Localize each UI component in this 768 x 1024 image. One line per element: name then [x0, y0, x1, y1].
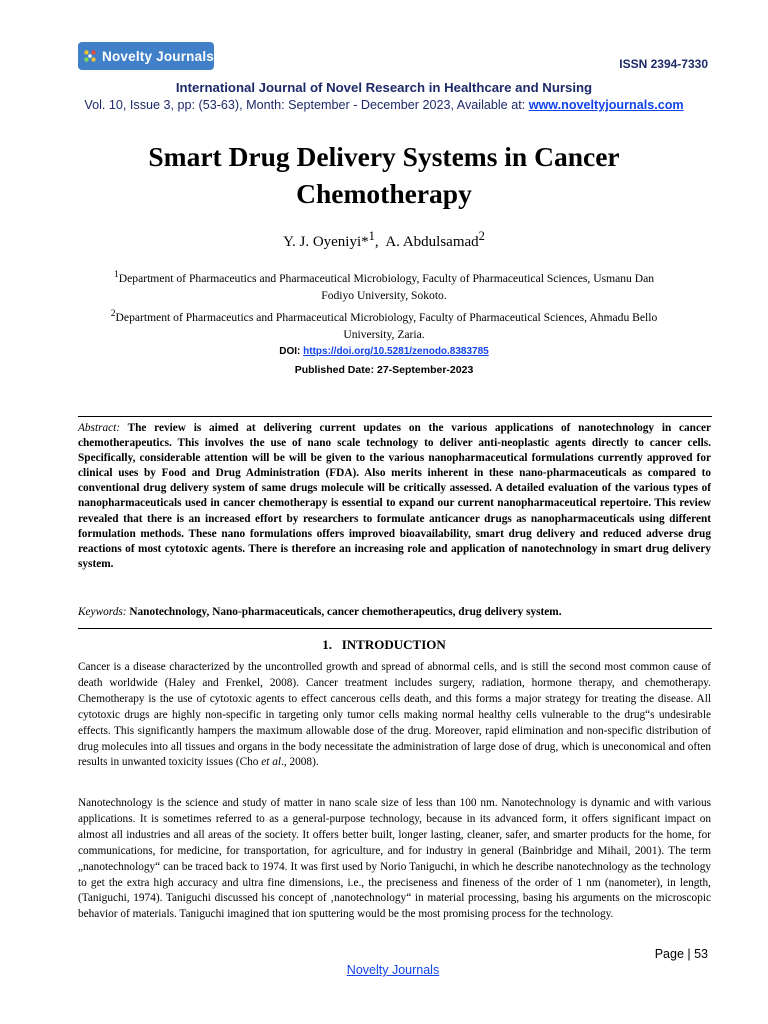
affiliation-1-sup: 1 [113, 269, 119, 280]
abstract [78, 421, 711, 572]
abstract-top-rule [78, 416, 712, 417]
author-1: Y. J. Oyeniyi* [283, 234, 369, 250]
keywords [78, 606, 711, 618]
issn: ISSN 2394-7330 [619, 57, 708, 71]
intro-p1-end: ., 2008). [281, 756, 319, 769]
journal-name: International Journal of Novel Research in Healthcare and Nursing [175, 80, 593, 95]
article-title: Smart Drug Delivery Systems in Cancer Chemotherapy [148, 141, 620, 209]
keywords-bottom-rule [78, 628, 712, 629]
intro-paragraph-1 [78, 660, 711, 771]
intro-paragraph-2: Nanotechnology is the science and study of matter in nano scale size of less than 100 nm. Nanotechnology is dynamic and with various applications. It is sometimes referred to as a general-purpose technology, because in its advanced form, it offers significant impact on almost all industries and all areas of the society. It offers better built, longer lasting, cleaner, safer, and smarter products for the home, for communications, for medicine, for transportation, for agriculture, and for industry in general (Bainbridge and Mihail, 2001). The term „nanotechnology“ can be traced back to 1974. It was first used by Norio Taniguchi, in which he describe nanotechnology as the technology to get the extra high accuracy and ultra fine dimensions, i.e., the preciseness and fineness of the order of 1 nm (nanometer), in length, (Taniguchi, 1974). Taniguchi discussed his concept of ‚nanotechnology“ in material processing, basing his arguments on the microscopic behavior of materials. Taniguchi imagined that ion sputtering would be the most promising process for the technology. [78, 797, 711, 921]
affiliation-2-text: Department of Pharmaceutics and Pharmaceutical Microbiology, Faculty of Pharmaceutical Sciences, Ahmadu Bello University, Zaria. [115, 310, 658, 341]
keywords-text: Nanotechnology, Nano-pharmaceuticals, cancer chemotherapeutics, drug delivery system. [126, 606, 562, 618]
published-date: Published Date: 27-September-2023 [294, 364, 474, 376]
abstract-text: The review is aimed at delivering current updates on the various applications of nanotechnology in cancer chemotherapeutics. This involves the use of nano scale technology to deliver anti-neoplastic agents directly to cancer cells. Specifically, considerable attention will be will be given to the various nanopharmaceutical formulations currently approved for clinical uses by Food and Drug Administration (FDA). Also merits inherent in these nano-pharmaceuticals as compared to conventional drug delivery system of same drugs molecule will be critically assessed. A detailed evaluation of the various types of nanopharmaceuticals used in cancer chemotherapy is essential to expand our current nanopharmaceutical repertoire. This review revealed that there is an increased effort by researchers to formulate anticancer drugs as nanopharmaceuticals using different formulation methods. These nano formulations offers improved bioavailability, smart drug delivery and reduced adverse drug reactions of most cytotoxic agents. There is therefore an increasing role and application of nanotechnology in smart drug delivery system. [78, 422, 711, 570]
author-1-sup: 1 [368, 229, 375, 243]
intro-p1-et-al: et al [261, 756, 282, 769]
publisher-logo [78, 42, 214, 70]
affiliation-1 [100, 266, 668, 304]
volume-info [0, 98, 768, 112]
logo-text: Novelty Journals [102, 48, 214, 64]
page-number: Page | 53 [654, 947, 708, 961]
doi [0, 346, 768, 357]
author-2-sup: 2 [478, 229, 485, 243]
intro-p1-text: Cancer is a disease characterized by the uncontrolled growth and spread of abnormal cells, and is still the second most common cause of death worldwide (Haley and Frenkel, 2008). Cancer treatment includes surgery, radiation, hormone therapy, and chemotherapy. Chemotherapy is the use of cytotoxic agents to effect cancerous cells death, and this forms a major strategy for treating the disease. All cytotoxic drugs are highly non-specific in targeting only tumor cells making normal healthy cells vulnerable to the drug“s undesirable effects. This significantly hampers the maximum allowable dose of the drug. Moreover, rapid elimination and non-specific distribution of drug molecules into all tissues and organs in the body necessitate the administration of large dose of drug, which is uneconomical and often results in unwanted toxicity issues (Cho [78, 661, 711, 769]
affiliation-2-sup: 2 [110, 308, 116, 319]
author-2: A. Abdulsamad [385, 234, 479, 250]
molecule-icon [82, 47, 98, 65]
website-link[interactable]: www.noveltyjournals.com [528, 98, 684, 112]
abstract-label: Abstract: [78, 422, 121, 434]
footer-publisher-link[interactable]: Novelty Journals [346, 963, 440, 977]
author-separator: , [374, 234, 386, 250]
section-heading: 1. INTRODUCTION [322, 637, 446, 652]
affiliation-1-text: Department of Pharmaceutics and Pharmaceutical Microbiology, Faculty of Pharmaceutical Sciences, Usmanu Dan Fodiyo University, Sokoto. [118, 271, 655, 302]
keywords-label: Keywords: [78, 606, 127, 618]
affiliation-2 [100, 305, 668, 343]
doi-link[interactable]: https://doi.org/10.5281/zenodo.8383785 [303, 346, 489, 357]
volume-text: Vol. 10, Issue 3, pp: (53-63), Month: September - December 2023, Available at: [84, 98, 529, 112]
authors [0, 229, 768, 251]
doi-label: DOI: [279, 346, 304, 357]
